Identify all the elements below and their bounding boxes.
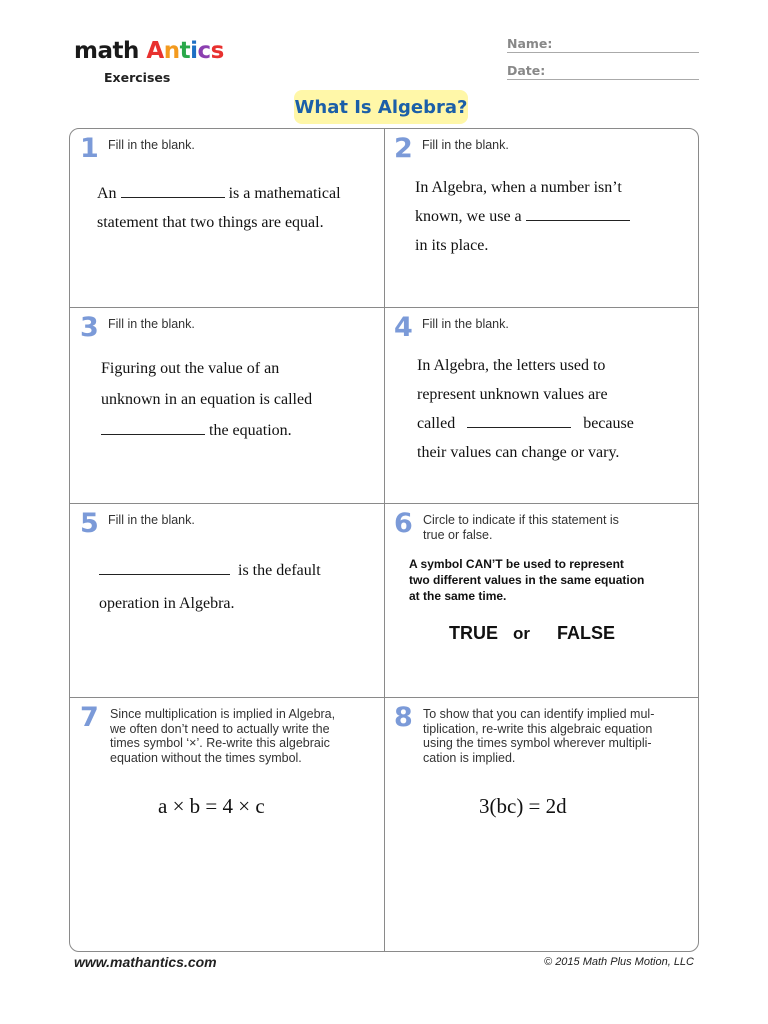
instruction-line: To show that you can identify implied mul- (423, 707, 655, 721)
problem-instruction: Fill in the blank. (108, 513, 195, 527)
true-false-statement (409, 556, 644, 604)
instruction-line: Circle to indicate if this statement is (423, 513, 619, 527)
answer-blank[interactable] (526, 206, 630, 221)
problem-5 (80, 510, 378, 693)
instruction-line: true or false. (423, 527, 493, 542)
problem-text (97, 179, 341, 237)
text-line: Figuring out the value of an (101, 360, 280, 377)
grid-divider (70, 307, 698, 308)
problem-number: 2 (394, 133, 413, 164)
logo-math: math (74, 38, 139, 64)
problem-text (417, 351, 634, 467)
text-line: In Algebra, the letters used to (417, 357, 606, 374)
page-title: What Is Algebra? (294, 90, 468, 124)
statement-line: A symbol CAN’T be used to represent (409, 557, 624, 571)
problem-number: 4 (394, 312, 413, 343)
statement-line: two different values in the same equation (409, 573, 645, 587)
problem-instruction: Fill in the blank. (422, 138, 509, 152)
problem-6 (394, 510, 692, 693)
answer-blank[interactable] (99, 560, 230, 575)
problem-1 (80, 135, 378, 303)
problem-2 (394, 135, 692, 303)
text-line: represent unknown values are (417, 386, 608, 403)
instruction-line: equation without the times symbol. (110, 750, 302, 765)
text-fragment: is a mathematical (228, 185, 341, 202)
logo-letter: s (210, 38, 224, 64)
text-fragment: because (583, 415, 634, 432)
instruction-line: we often don’t need to actually write the (110, 721, 330, 736)
instruction-line: using the times symbol wherever multipli- (423, 736, 652, 750)
grid-divider (384, 129, 385, 951)
instruction-line: times symbol ‘×’. Re-write this algebraic (110, 736, 330, 750)
answer-blank[interactable] (121, 183, 225, 198)
problem-text (99, 554, 321, 620)
grid-divider (70, 697, 698, 698)
problem-instruction (423, 707, 654, 765)
answer-blank[interactable] (101, 420, 205, 435)
logo-letter: t (179, 38, 191, 64)
website-link[interactable]: www.mathantics.com (74, 954, 217, 970)
text-line: statement that two things are equal. (97, 214, 324, 231)
instruction-line: tiplication, re-write this algebraic equation (423, 721, 653, 736)
logo-letter: i (190, 38, 198, 64)
logo-wordmark (74, 38, 224, 64)
problem-number: 3 (80, 312, 99, 343)
text-line: unknown in an equation is called (101, 391, 313, 408)
problem-instruction (423, 513, 619, 542)
problem-text (415, 173, 630, 260)
problem-instruction: Fill in the blank. (422, 317, 509, 331)
equation: a × b = 4 × c (158, 794, 265, 818)
problem-text (101, 353, 312, 446)
problem-3 (80, 314, 378, 499)
exercise-grid (69, 128, 699, 952)
copyright: © 2015 Math Plus Motion, LLC (544, 956, 694, 968)
name-field[interactable]: Name: (507, 36, 699, 53)
text-line: In Algebra, when a number isn’t (415, 179, 622, 196)
logo-letter: c (197, 38, 211, 64)
text-fragment: the equation. (209, 422, 292, 439)
instruction-line: Since multiplication is implied in Algebra, (110, 707, 336, 721)
problem-4 (394, 314, 692, 499)
instruction-line: cation is implied. (423, 750, 516, 765)
equation: 3(bc) = 2d (479, 794, 567, 818)
logo (74, 38, 224, 85)
grid-divider (70, 503, 698, 504)
statement-line: at the same time. (409, 589, 507, 603)
text-fragment: is the default (238, 562, 321, 579)
problem-instruction: Fill in the blank. (108, 317, 195, 331)
problem-8 (394, 704, 692, 946)
logo-letter: n (163, 38, 180, 64)
text-fragment: known, we use a (415, 208, 522, 225)
date-field[interactable]: Date: (507, 63, 699, 80)
logo-antics (146, 38, 223, 64)
text-line: their values can change or vary. (417, 444, 620, 461)
problem-instruction (110, 707, 335, 765)
text-line: operation in Algebra. (99, 595, 235, 612)
problem-instruction: Fill in the blank. (108, 138, 195, 152)
logo-subtitle: Exercises (104, 70, 171, 85)
problem-number: 1 (80, 133, 99, 164)
true-option[interactable]: TRUE (449, 623, 498, 643)
problem-number: 7 (80, 702, 99, 733)
problem-number: 8 (394, 702, 413, 733)
logo-letter: A (146, 38, 164, 64)
text-line: in its place. (415, 237, 489, 254)
text-fragment: An (97, 185, 117, 202)
problem-number: 6 (394, 508, 413, 539)
problem-number: 5 (80, 508, 99, 539)
answer-blank[interactable] (467, 413, 571, 428)
text-fragment: called (417, 415, 456, 432)
or-label: or (513, 624, 530, 643)
problem-7 (80, 704, 378, 946)
false-option[interactable]: FALSE (557, 623, 616, 643)
